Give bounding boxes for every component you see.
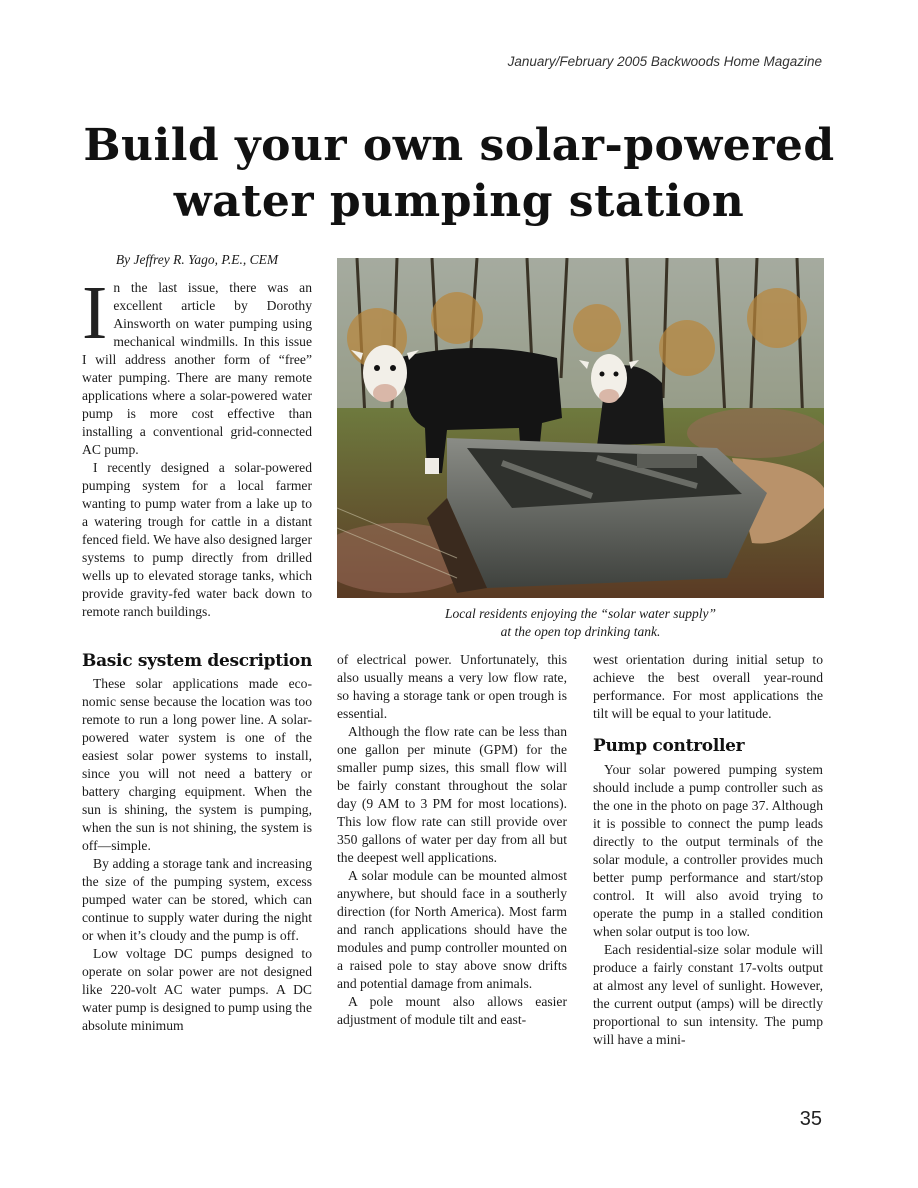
title-line-2: water pumping station	[173, 176, 745, 227]
intro-paragraph-2: I recently designed a solar-powered pumping system for a local farmer wanting to pump water from a lake up to a watering trough for cattle in a distant fenced field. We have also designed larger systems to pump directly from drilled wells up to elevated storage tanks, which provide gravity-fed water back down to remote ranch buildings.	[82, 460, 312, 619]
column-2	[337, 651, 567, 1029]
caption-line-2: at the open top drinking tank.	[500, 624, 661, 639]
byline: By Jeffrey R. Yago, P.E., CEM	[115, 252, 279, 267]
intro-paragraph-1-text: n the last issue, there was an excellent article by Dorothy Ainsworth on water pumping using mechanical windmills. In this issue I will address another form of “free” water pumping. There are many remote applications where a solar-powered water pump is more cost effective than installing a conventional grid-connected AC pump.	[82, 280, 312, 457]
photo-illustration	[337, 258, 824, 598]
col3-paragraph-2: Your solar powered pumping system should include a pump controller such as the one in the photo on page 37. Although it is possible to connect the pump leads directly to the output terminals of the solar module, a controller provides much better pump performance and start/stop control. It will also avoid trying to operate the pump in a stalled condition when solar output is too low.	[593, 762, 823, 939]
basic-paragraph-2: By adding a storage tank and increasing the size of the pumping system, excess pumped water can be stored, which can continue to supply water during the night or when it’s cloudy and the pump is off.	[82, 856, 312, 943]
basic-paragraph-1: These solar applications made economic sense because the location was too remote to run a long power line. A solar-powered water system is one of the easiest solar power systems to install, since you will not need a battery or battery charging equipment. When the sun is shining, the system is pumping, when the sun is not shining, the system is off—simple.	[82, 676, 312, 853]
article-title	[60, 118, 858, 230]
intro-paragraph-1	[82, 271, 312, 459]
column-1-basic	[82, 675, 312, 1035]
photo-cattle-at-trough	[337, 258, 824, 598]
col2-paragraph-3: A solar module can be mounted almost anywhere, but should face in a southerly direction (for North America). Most farm and ranch applications should have the modules and pump controller mounted on a raised pole to stay above snow drifts and potential damage from animals.	[337, 868, 567, 991]
title-line-1: Build your own solar-powered	[83, 120, 835, 171]
basic-paragraph-3: Low voltage DC pumps designed to operate on solar power are not designed like 220-volt AC water pumps. A DC water pump is designed to pump using the absolute minimum	[82, 946, 312, 1033]
column-1-intro	[82, 271, 312, 621]
photo-caption	[337, 605, 824, 641]
col2-paragraph-4: A pole mount also allows easier adjustment of module tilt and east-	[337, 994, 567, 1027]
drop-cap: I	[82, 271, 108, 355]
col2-paragraph-2: Although the flow rate can be less than one gallon per minute (GPM) for the smaller pump sizes, this small flow will be fairly constant throughout the solar day (9 AM to 3 PM for most locations). This low flow rate can still provide over 350 gallons of water per day from all but the deepest well applications.	[337, 724, 567, 865]
col3-paragraph-3: Each residential-size solar module will produce a fairly constant 17-volts output at almost any level of sunlight. However, the current output (amps) will be directly proportional to sun intensity. The pump will have a mini-	[593, 942, 823, 1047]
section-heading-pump-controller: Pump controller	[593, 736, 745, 756]
running-head: January/February 2005 Backwoods Home Magazine	[507, 54, 822, 69]
col2-paragraph-1: of electrical power. Unfortunately, this also usually means a very low flow rate, so having a storage tank or open trough is essential.	[337, 652, 567, 721]
caption-line-1: Local residents enjoying the “solar water supply”	[445, 606, 716, 621]
page-number: 35	[799, 1108, 822, 1130]
section-heading-basic-system: Basic system description	[82, 651, 313, 671]
column-3	[593, 651, 823, 1049]
col3-paragraph-1: west orientation during initial setup to achieve the best overall year-round performance. For most applications the tilt will be equal to your latitude.	[593, 652, 823, 721]
